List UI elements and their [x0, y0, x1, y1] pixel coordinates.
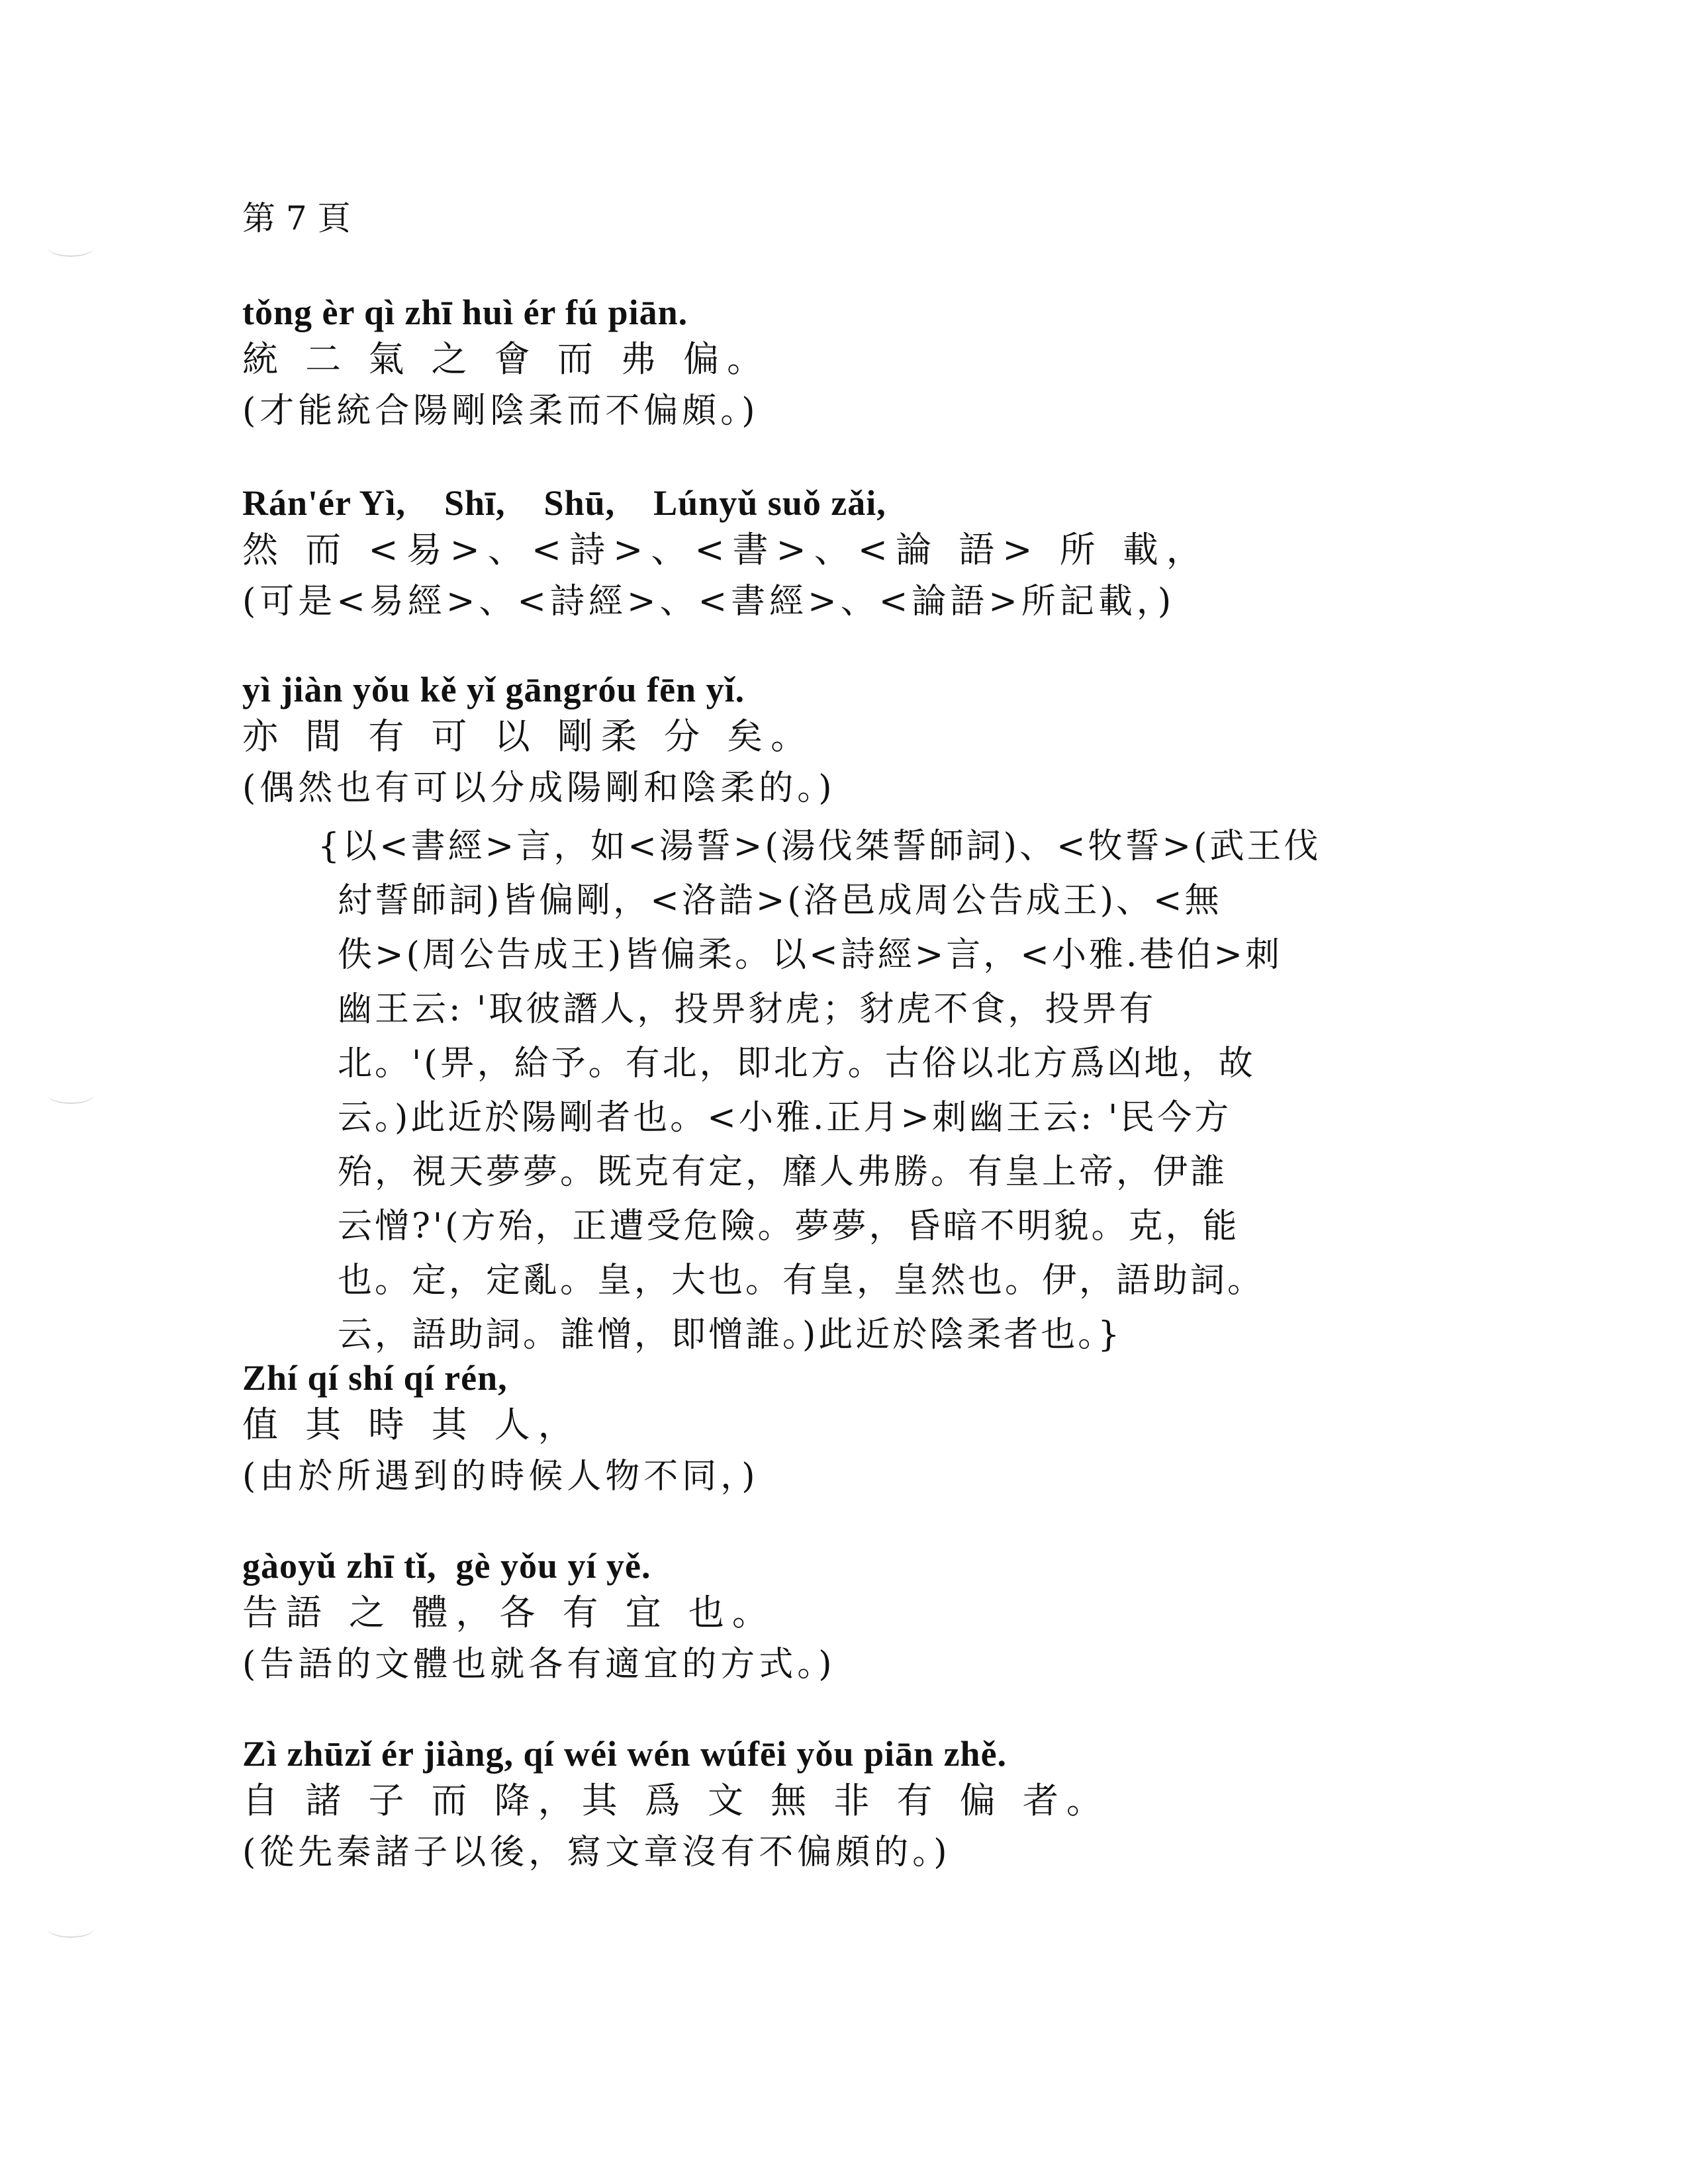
pinyin-line: Zì zhūzǐ ér jiàng, qí wéi wén wúfēi yǒu piān zhě. [242, 1734, 1008, 1774]
classical-text-line: 值 其 時 其 人， [242, 1404, 582, 1445]
classical-text-line: 自 諸 子 而 降，其 爲 文 無 非 有 偏 者。 [242, 1780, 1110, 1821]
translation-line: (偶然也有可以分成陽剛和陰柔的。) [242, 768, 836, 808]
annotation-line: 云。)此近於陽剛者也。<小雅.正月>刺幽王云: '民今方 [338, 1098, 1232, 1138]
verse-section [242, 291, 771, 437]
annotation-line: 佚>(周公告成王)皆偏柔。以<詩經>言，<小雅.巷伯>刺 [338, 935, 1282, 975]
translation-line: (才能統合陽剛陰柔而不偏頗。) [242, 391, 759, 431]
translation-line: (可是<易經>、<詩經>、<書經>、<論語>所記載，) [242, 582, 1176, 621]
annotation-line: 幽王云: '取彼譖人，投畀豺虎；豺虎不食，投畀有 [338, 989, 1156, 1029]
classical-text-line: 然 而 <易>、<詩>、<書>、<論 語> 所 載， [242, 529, 1210, 570]
pinyin-line: Rán'ér Yì, Shī, Shū, Lúnyǔ suǒ zǎi, [242, 483, 886, 523]
verse-section [242, 668, 836, 814]
translation-line: (由於所遇到的時候人物不同，) [242, 1457, 759, 1496]
pinyin-line: yì jiàn yǒu kě yǐ gāngróu fēn yǐ. [242, 670, 745, 709]
annotation-line: 也。定，定亂。皇，大也。有皇，皇然也。伊，語助詞。 [338, 1261, 1265, 1300]
annotation-line: {以<書經>言，如<湯誓>(湯伐桀誓師詞)、<牧誓>(武王伐 [318, 827, 1321, 866]
annotation-line: 北。'(畀，給予。有北，即北方。古俗以北方爲凶地，故 [338, 1044, 1256, 1083]
translation-line: (從先秦諸子以後，寫文章沒有不偏頗的。) [242, 1833, 951, 1872]
punch-hole-mark [48, 238, 94, 257]
classical-text-line: 統 二 氣 之 會 而 弗 偏。 [242, 338, 771, 380]
punch-hole-mark [48, 1085, 94, 1104]
pinyin-line: tǒng èr qì zhī huì ér fú piān. [242, 293, 688, 332]
pinyin-line: Zhí qí shí qí rén, [242, 1358, 508, 1398]
verse-section [242, 1733, 1110, 1878]
annotation-line: 殆，視天夢夢。既克有定，靡人弗勝。有皇上帝，伊誰 [338, 1152, 1228, 1192]
classical-text-line: 告語 之 體，各 有 宜 也。 [242, 1592, 776, 1633]
pinyin-line: gàoyǔ zhī tǐ, gè yǒu yí yě. [242, 1546, 651, 1586]
translation-line: (告語的文體也就各有適宜的方式。) [242, 1645, 836, 1684]
annotation-line: 紂誓師詞)皆偏剛，<洛誥>(洛邑成周公告成王)、<無 [338, 881, 1222, 921]
annotation-note [318, 819, 1456, 1362]
verse-section [242, 1357, 759, 1502]
page-number: 第 7 頁 [242, 199, 351, 238]
verse-section [242, 482, 1210, 627]
verse-section [242, 1545, 836, 1690]
annotation-line: 云，語助詞。誰憎，即憎誰。)此近於陰柔者也。} [338, 1315, 1123, 1355]
punch-hole-mark [48, 1919, 94, 1938]
annotation-line: 云憎?'(方殆，正遭受危險。夢夢，昏暗不明貌。克，能 [338, 1206, 1240, 1246]
classical-text-line: 亦 間 有 可 以 剛柔 分 矣。 [242, 715, 815, 757]
